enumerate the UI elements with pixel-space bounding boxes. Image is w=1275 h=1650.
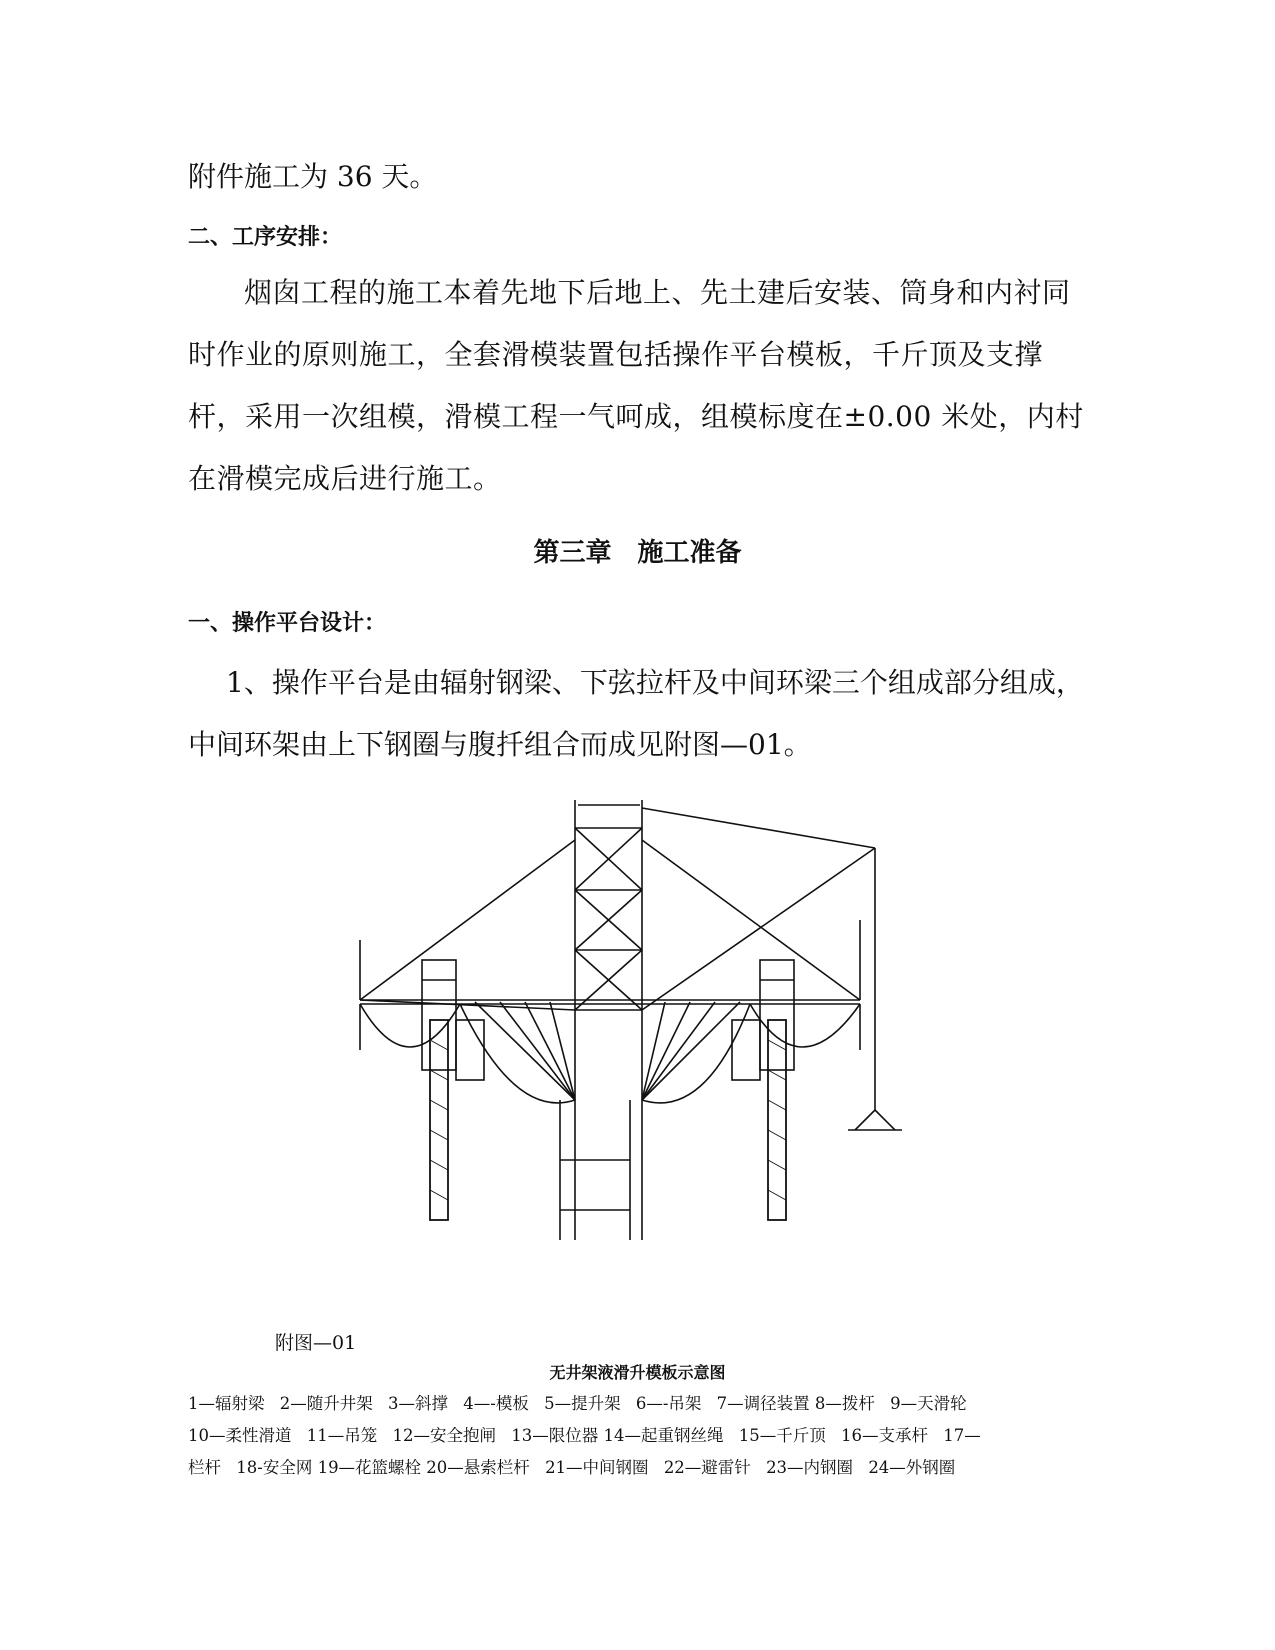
- legend-item: 5—提升架: [544, 1394, 621, 1413]
- legend-item: 9—天滑轮: [890, 1394, 967, 1413]
- section-heading-platform: 一、操作平台设计：: [188, 611, 387, 636]
- legend-item: 21—中间钢圈: [545, 1458, 649, 1477]
- section-heading-process: 二、工序安排：: [188, 225, 343, 250]
- slipform-diagram: [330, 800, 950, 1320]
- legend-item: 3—斜撑: [388, 1394, 448, 1413]
- legend-row: [188, 1420, 1088, 1452]
- figure-caption: 无井架液滑升模板示意图: [549, 1363, 726, 1382]
- paragraph-schedule: 附件施工为 36 天。: [188, 160, 438, 193]
- legend-item: 18-安全网 19—花篮螺栓 20—悬索栏杆: [236, 1458, 530, 1477]
- paragraph-process: 烟囱工程的施工本着先地下后地上、先土建后安装、筒身和内衬同时作业的原则施工，全套滑模装置包括操作平台模板，千斤顶及支撑杆，采用一次组模，滑模工程一气呵成，组模标度在±0.00 米处，内村在滑模完成后进行施工。: [188, 276, 1084, 495]
- legend-item: 10—柔性滑道: [188, 1426, 292, 1445]
- legend-item: 11—吊笼: [306, 1426, 378, 1445]
- legend-item: 22—避雷针: [663, 1458, 751, 1477]
- legend-item: 7—调径装置 8—拨杆: [716, 1394, 875, 1413]
- legend-row: [188, 1452, 1088, 1484]
- figure-label: 附图—01: [275, 1332, 357, 1354]
- legend-item: 23—内钢圈: [766, 1458, 854, 1477]
- legend-item: 15—千斤顶: [738, 1426, 826, 1445]
- legend-row: [188, 1388, 1088, 1420]
- legend-item: 13—限位器 14—起重钢丝绳: [511, 1426, 724, 1445]
- figure-legend: [188, 1388, 1088, 1484]
- legend-item: 12—安全抱闸: [392, 1426, 496, 1445]
- legend-item: 1—辐射梁: [188, 1394, 265, 1413]
- legend-item: 17—: [943, 1426, 981, 1445]
- legend-item: 2—随升井架: [279, 1394, 373, 1413]
- chapter-heading: 第三章 施工准备: [533, 538, 742, 568]
- legend-item: 4—-模板: [463, 1394, 529, 1413]
- legend-item: 6—-吊架: [635, 1394, 702, 1413]
- legend-item: 栏杆: [188, 1458, 221, 1477]
- paragraph-platform: 1、操作平台是由辐射钢梁、下弦拉杆及中间环梁三个组成部分组成，中间环架由上下钢圈与腹扦组合而成见附图—01。: [188, 666, 1084, 761]
- legend-item: 16—支承杆: [841, 1426, 928, 1445]
- legend-item: 24—外钢圈: [868, 1458, 956, 1477]
